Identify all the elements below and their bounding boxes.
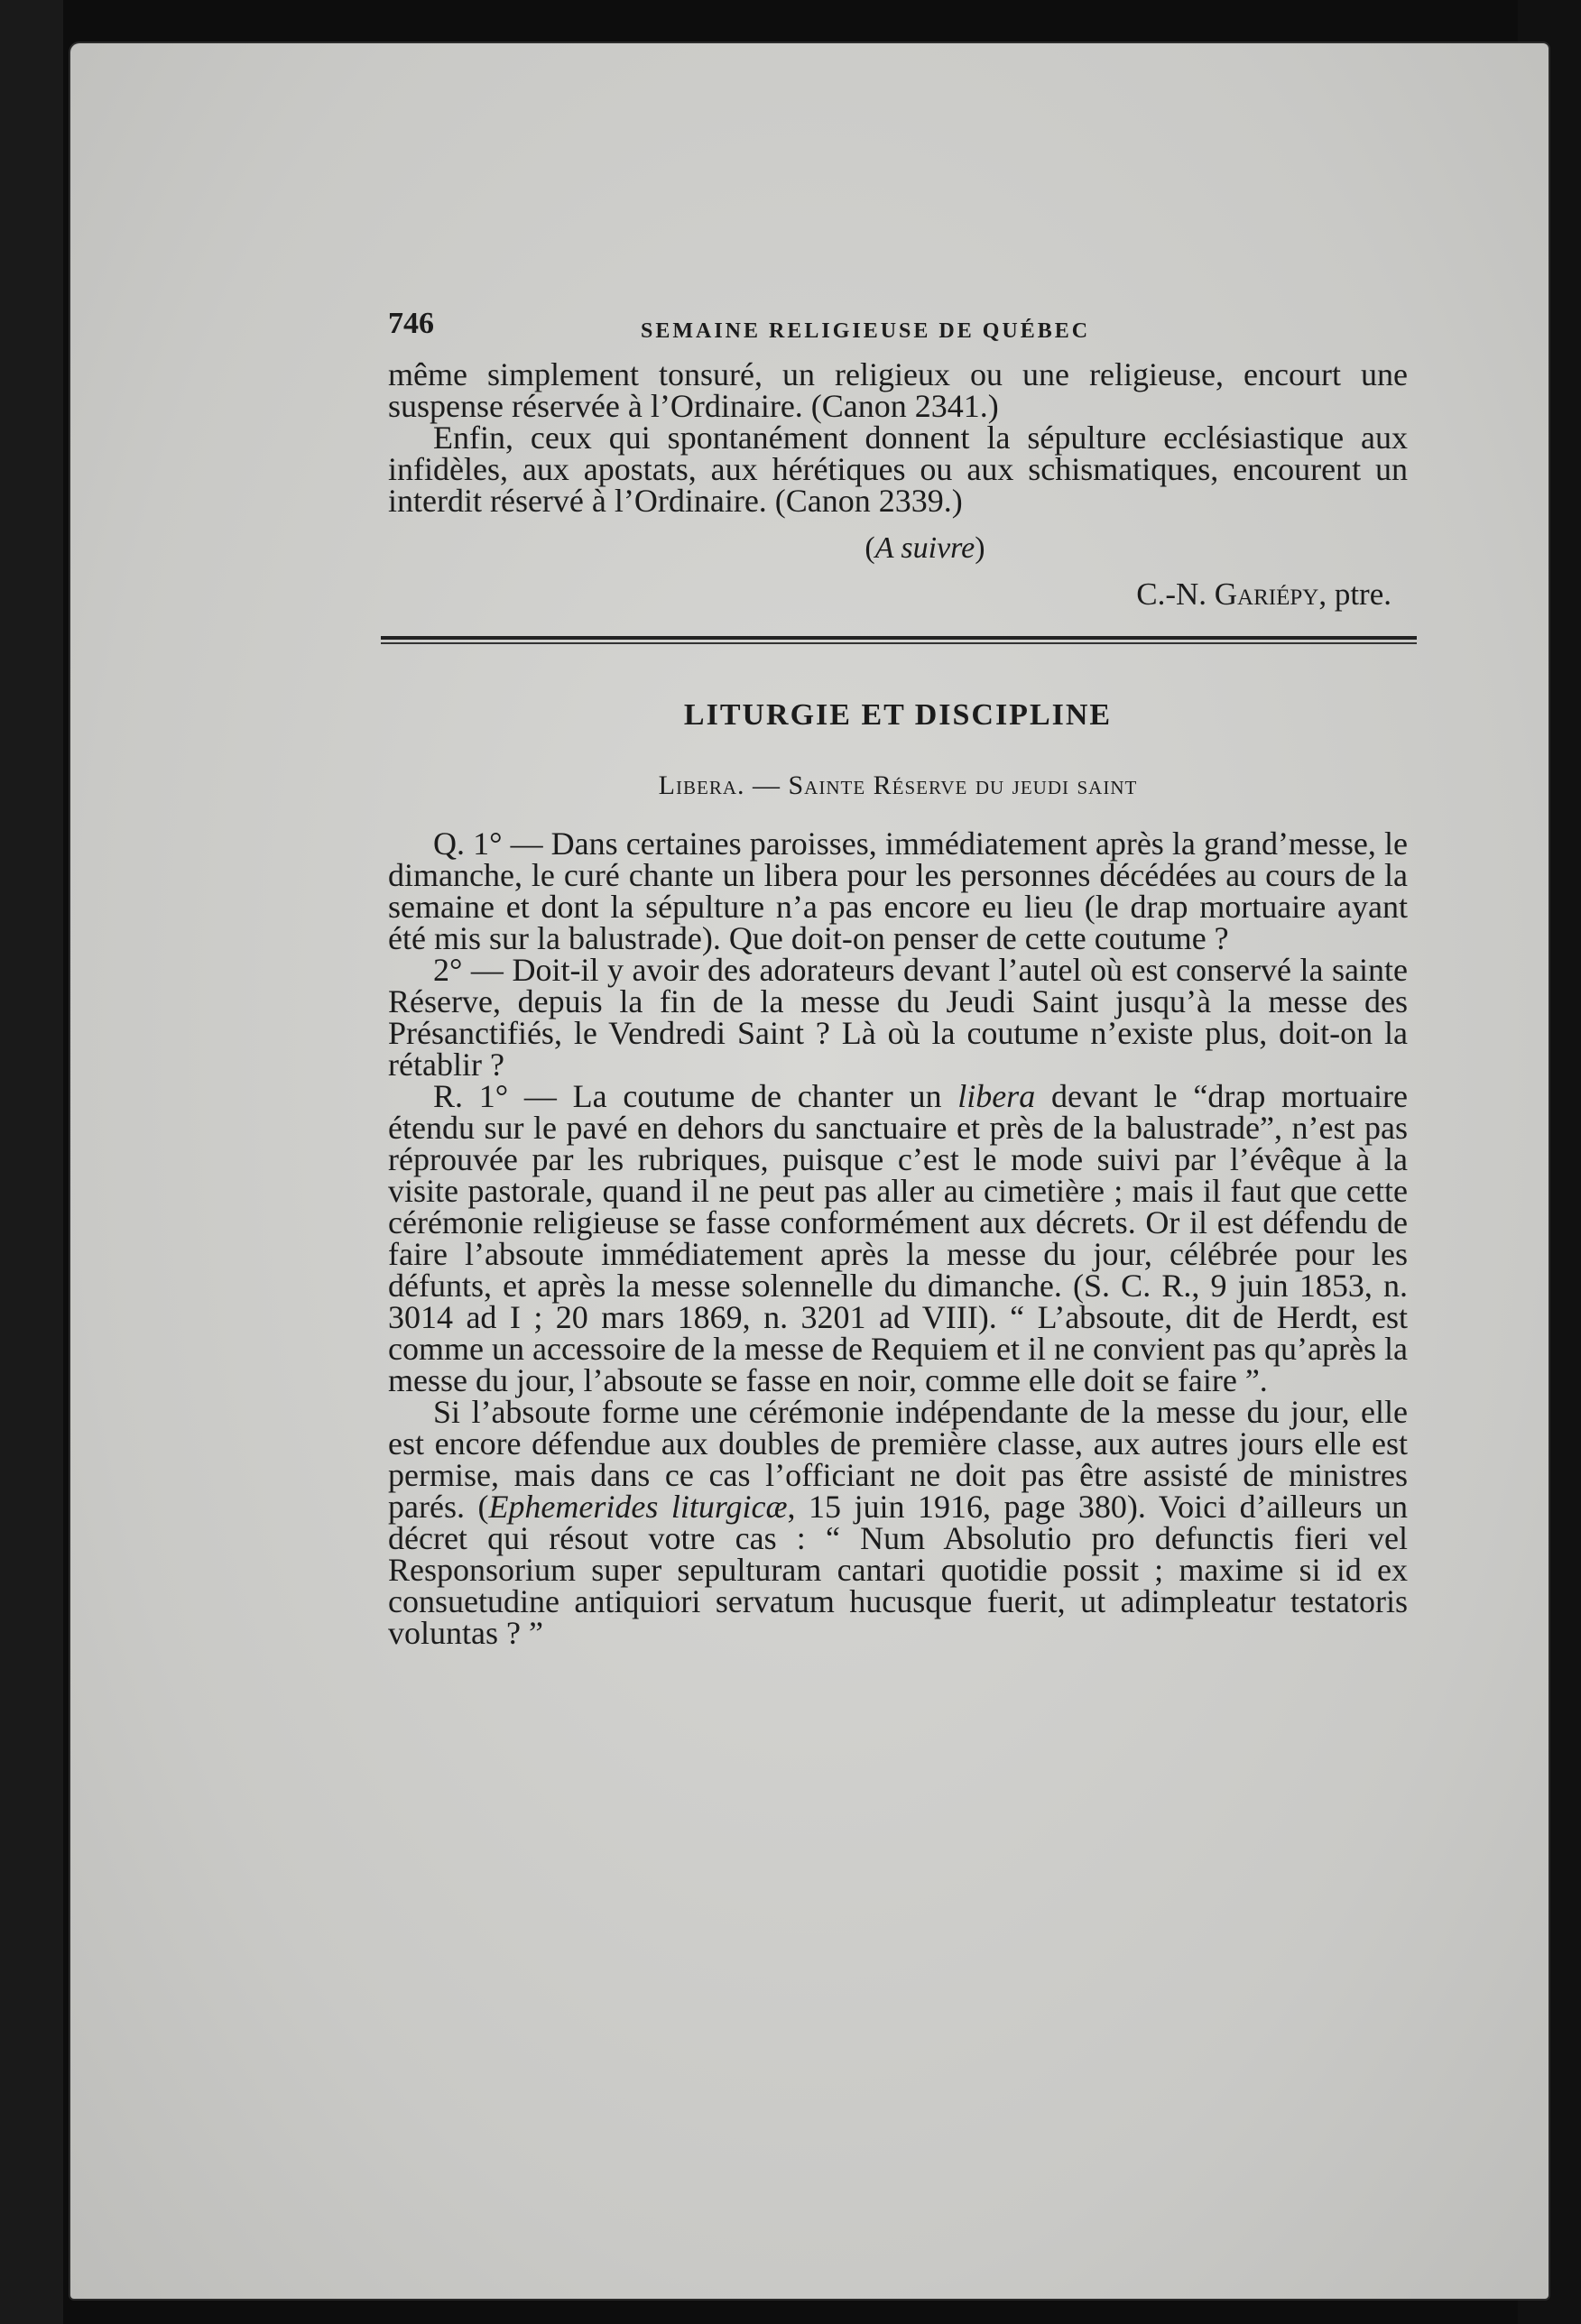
continuation-open: ( (864, 531, 875, 565)
page-content (388, 301, 1408, 1649)
section-subtitle: Libera. — Sainte Réserve du jeudi saint (658, 770, 1138, 800)
author-signature (388, 576, 1408, 613)
page-header (388, 301, 1408, 359)
response-1-italic: libera (957, 1078, 1036, 1114)
response-1 (388, 1078, 1409, 1398)
continuation-note (388, 531, 1408, 566)
signature-name: Gariépy (1214, 576, 1319, 612)
scan-border-left (0, 0, 63, 2324)
paragraph-tonsure: même simplement tonsuré, un religieux ou une religieuse, encourt une suspense réservée à l’Ordinaire. (Canon 2341.) (388, 356, 1408, 424)
response-2-text-b: , 15 juin 1916, page 380). Voici d’ailleurs un décret qui résout votre cas : “ Num Absolutio pro defunctis fieri vel Responsorium super sepulturam cantari quotidie possit ; maxime si id ex consuetudine antiquiori servatum hucusque fuerit, ut adimpleatur testatoris voluntas ? ” (388, 1489, 1408, 1651)
running-head: SEMAINE RELIGIEUSE DE QUÉBEC (641, 319, 1091, 343)
paragraph-sepulture: Enfin, ceux qui spontanément donnent la sépulture ecclésiastique aux infidèles, aux apostats, aux hérétiques ou aux schismatiques, encourent un interdit réservé à l’Ordinaire. (Canon 2339.) (388, 420, 1408, 519)
signature-suffix: , ptre. (1318, 576, 1391, 612)
response-2-italic: Ephemerides liturgicæ (488, 1489, 788, 1525)
response-2-text-a: Si l’absoute forme une cérémonie indépendante de la messe du jour, elle est encore défendue aux doubles de première classe, aux autres jours elle est permise, mais dans ce cas l’officiant ne doit pas être assisté de ministres parés. ( (388, 1394, 1408, 1525)
continuation-close: ) (975, 531, 985, 565)
question-1: Q. 1° — Dans certaines paroisses, immédiatement après la grand’messe, le dimanche, le curé chante un libera pour les personnes décédées au cours de la semaine et dont la sépulture n’a pas encore eu lieu (le drap mortuaire ayant été mis sur la balustrade). Que doit-on penser de cette coutume ? (388, 825, 1408, 956)
continuation-label: A suivre (874, 531, 975, 565)
section-title: LITURGIE ET DISCIPLINE (683, 698, 1113, 732)
signature-prefix: C.-N. (1136, 576, 1215, 612)
response-1-text-a: R. 1° — La coutume de chanter un (433, 1078, 958, 1114)
page-number: 746 (388, 307, 434, 340)
response-2 (388, 1394, 1408, 1651)
section-divider (381, 636, 1417, 644)
response-1-text-b: devant le “drap mortuaire étendu sur le pavé en dehors du sanctuaire et près de la balustrade”, n’est pas réprouvée par les rubriques, puisque c’est le mode suivi par l’évêque à la visite pastorale, quand il ne peut pas aller au cimetière ; mais il faut que cette cérémonie religieuse se fasse conformément aux décrets. Or il est défendu de faire l’absoute immédiatement après la messe du jour, célébrée pour les défunts, et après la messe solennelle du dimanche. (S. C. R., 9 juin 1853, n. 3014 ad I ; 20 mars 1869, n. 3201 ad VIII). “ L’absoute, dit de Herdt, est comme un accessoire de la messe de Requiem et il ne convient pas qu’après la messe du jour, l’absoute se fasse en noir, comme elle doit se faire ”. (388, 1078, 1409, 1398)
question-2: 2° — Doit-il y avoir des adorateurs devant l’autel où est conservé la sainte Réserve, depuis la fin de la messe du Jeudi Saint jusqu’à la messe des Présanctifiés, le Vendredi Saint ? Là où la coutume n’existe plus, doit-on la rétablir ? (388, 952, 1408, 1083)
qa-body (388, 825, 1409, 1651)
scanned-page (70, 43, 1549, 2299)
